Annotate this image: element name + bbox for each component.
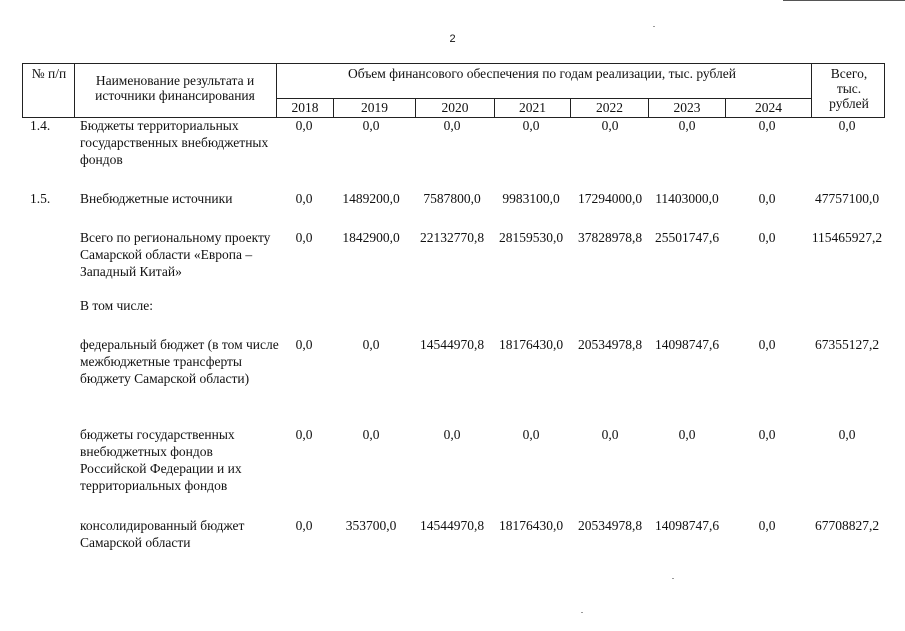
scan-speck bbox=[581, 612, 583, 613]
cell-2024: 0,0 bbox=[758, 118, 776, 133]
cell-2021: 18176430,0 bbox=[498, 518, 564, 533]
cell-2020: 7587800,0 bbox=[423, 191, 481, 206]
cell-2020: 22132770,8 bbox=[419, 230, 485, 245]
cell-2022: 20534978,8 bbox=[577, 337, 643, 352]
cell-2021: 28159530,0 bbox=[498, 230, 564, 245]
cell-2018: 0,0 bbox=[295, 118, 313, 133]
cell-2024: 0,0 bbox=[758, 518, 776, 533]
header-year: 2024 bbox=[755, 100, 782, 115]
cell-2022: 17294000,0 bbox=[577, 191, 643, 206]
header-border-right bbox=[884, 63, 885, 118]
cell-2022: 0,0 bbox=[601, 118, 619, 133]
top-rule bbox=[783, 0, 905, 1]
cell-2023: 25501747,6 bbox=[654, 230, 720, 245]
scan-speck bbox=[653, 26, 655, 27]
cell-2020: 0,0 bbox=[443, 118, 461, 133]
cell-2024: 0,0 bbox=[758, 427, 776, 442]
cell-2019: 0,0 bbox=[362, 337, 380, 352]
cell-2022: 0,0 bbox=[601, 427, 619, 442]
cell-2021: 0,0 bbox=[522, 427, 540, 442]
row-name: бюджеты государственных внебюджетных фондов Российской Федерации и их территориальных фондов bbox=[80, 427, 242, 493]
cell-2020: 14544970,8 bbox=[419, 518, 485, 533]
cell-2024: 0,0 bbox=[758, 337, 776, 352]
row-name: Всего по региональному проекту Самарской области «Европа – Западный Китай» bbox=[80, 230, 271, 279]
cell-2021: 9983100,0 bbox=[502, 191, 560, 206]
row-name: Бюджеты территориальных государственных внебюджетных фондов bbox=[80, 118, 269, 167]
cell-2023: 14098747,6 bbox=[654, 337, 720, 352]
cell-2019: 353700,0 bbox=[345, 518, 397, 533]
row-name: В том числе: bbox=[80, 298, 153, 313]
table-header bbox=[22, 63, 885, 118]
cell-total: 47757100,0 bbox=[814, 191, 880, 206]
cell-total: 0,0 bbox=[838, 118, 856, 133]
header-year: 2023 bbox=[673, 100, 701, 115]
cell-2019: 0,0 bbox=[362, 118, 380, 133]
cell-2021: 0,0 bbox=[522, 118, 540, 133]
cell-2018: 0,0 bbox=[295, 191, 313, 206]
cell-2019: 0,0 bbox=[362, 427, 380, 442]
header-year: 2020 bbox=[441, 100, 469, 115]
header-border-left bbox=[22, 63, 23, 118]
header-total: Всего, тыс. рублей bbox=[829, 66, 869, 111]
cell-2022: 20534978,8 bbox=[577, 518, 643, 533]
cell-2018: 0,0 bbox=[295, 230, 313, 245]
cell-2018: 0,0 bbox=[295, 518, 313, 533]
header-year: 2018 bbox=[291, 100, 319, 115]
row-number: 1.4. bbox=[30, 118, 51, 133]
header-year: 2021 bbox=[519, 100, 546, 115]
cell-2022: 37828978,8 bbox=[577, 230, 643, 245]
cell-2020: 14544970,8 bbox=[419, 337, 485, 352]
cell-2023: 14098747,6 bbox=[654, 518, 720, 533]
page-number: 2 bbox=[449, 33, 456, 45]
header-year: 2019 bbox=[361, 100, 388, 115]
cell-2024: 0,0 bbox=[758, 230, 776, 245]
cell-total: 67708827,2 bbox=[814, 518, 880, 533]
cell-2019: 1842900,0 bbox=[342, 230, 400, 245]
cell-2018: 0,0 bbox=[295, 337, 313, 352]
cell-total: 115465927,2 bbox=[811, 230, 883, 245]
cell-2023: 0,0 bbox=[678, 427, 696, 442]
header-year: 2022 bbox=[596, 100, 623, 115]
cell-2023: 11403000,0 bbox=[655, 191, 719, 206]
row-number: 1.5. bbox=[30, 191, 51, 206]
cell-2020: 0,0 bbox=[443, 427, 461, 442]
row-name: консолидированный бюджет Самарской области bbox=[80, 518, 245, 550]
cell-2018: 0,0 bbox=[295, 427, 313, 442]
cell-2021: 18176430,0 bbox=[498, 337, 564, 352]
header-border-top bbox=[22, 63, 885, 64]
row-name: федеральный бюджет (в том числе межбюджетные трансферты бюджету Самарской области) bbox=[80, 337, 279, 386]
row-name: Внебюджетные источники bbox=[80, 191, 233, 206]
cell-2019: 1489200,0 bbox=[342, 191, 400, 206]
header-divider bbox=[811, 63, 812, 118]
cell-total: 67355127,2 bbox=[814, 337, 880, 352]
header-year-rule bbox=[276, 98, 811, 99]
cell-2023: 0,0 bbox=[678, 118, 696, 133]
header-funding: Объем финансового обеспечения по годам реализации, тыс. рублей bbox=[348, 66, 736, 81]
header-number: № п/п bbox=[31, 66, 67, 81]
header-name: Наименование результата и источники финансирования bbox=[95, 73, 255, 103]
scan-speck bbox=[672, 578, 674, 579]
header-divider bbox=[74, 63, 75, 118]
cell-total: 0,0 bbox=[838, 427, 856, 442]
cell-2024: 0,0 bbox=[758, 191, 776, 206]
